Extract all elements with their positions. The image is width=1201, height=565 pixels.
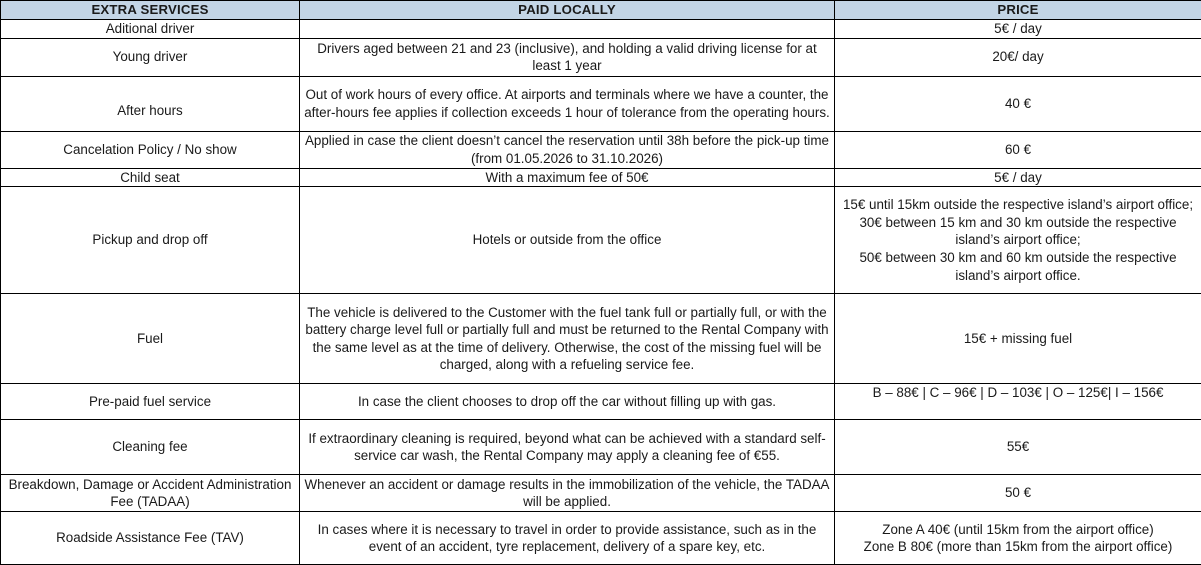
price-cell: 60 €	[835, 131, 1201, 168]
paid-locally-cell: The vehicle is delivered to the Customer with the fuel tank full or partially full, or with the battery charge level full or partially full and must be returned to the Rental Company with the same level as at the time of delivery. Otherwise, the cost of the missing fuel will be charged, along with a refueling service fee.	[300, 294, 835, 384]
price-line: Zone B 80€ (more than 15km from the airport office)	[839, 538, 1197, 556]
price-cell: 15€ + missing fuel	[835, 294, 1201, 384]
paid-locally-cell: In cases where it is necessary to travel in order to provide assistance, such as in the event of an accident, tyre replacement, delivery of a spare key, etc.	[300, 512, 835, 565]
table-row	[1, 420, 1201, 475]
table-row	[1, 187, 1201, 294]
service-cell: Aditional driver	[1, 20, 300, 39]
header-price: PRICE	[835, 1, 1201, 20]
price-cell	[835, 512, 1201, 565]
paid-locally-cell: Hotels or outside from the office	[300, 187, 835, 294]
price-line: 50€ between 30 km and 60 km outside the respective island’s airport office.	[839, 249, 1197, 284]
paid-locally-cell: Applied in case the client doesn’t cancel the reservation until 38h before the pick-up time (from 01.05.2026 to 31.10.2026)	[300, 131, 835, 168]
paid-locally-cell: Out of work hours of every office. At airports and terminals where we have a counter, the after-hours fee applies if collection exceeds 1 hour of tolerance from the operating hours.	[300, 76, 835, 131]
table-row	[1, 20, 1201, 39]
service-cell: Young driver	[1, 38, 300, 76]
price-line: Zone A 40€ (until 15km from the airport office)	[839, 521, 1197, 539]
service-cell: Child seat	[1, 168, 300, 187]
paid-locally-cell: With a maximum fee of 50€	[300, 168, 835, 187]
service-cell: Fuel	[1, 294, 300, 384]
service-cell: Pre-paid fuel service	[1, 384, 300, 420]
price-line: 30€ between 15 km and 30 km outside the respective island’s airport office;	[839, 214, 1197, 249]
table-row	[1, 384, 1201, 420]
price-cell: 40 €	[835, 76, 1201, 131]
header-paid-locally: PAID LOCALLY	[300, 1, 835, 20]
paid-locally-cell: In case the client chooses to drop off the car without filling up with gas.	[300, 384, 835, 420]
service-cell: Breakdown, Damage or Accident Administration Fee (TADAA)	[1, 475, 300, 512]
price-cell: 55€	[835, 420, 1201, 475]
paid-locally-cell: Whenever an accident or damage results in the immobilization of the vehicle, the TADAA will be applied.	[300, 475, 835, 512]
table-row	[1, 512, 1201, 565]
paid-locally-cell: Drivers aged between 21 and 23 (inclusive), and holding a valid driving license for at least 1 year	[300, 38, 835, 76]
table-row	[1, 131, 1201, 168]
table-row	[1, 475, 1201, 512]
price-cell: B – 88€ | C – 96€ | D – 103€ | O – 125€| I – 156€	[835, 384, 1201, 420]
price-cell: 20€/ day	[835, 38, 1201, 76]
price-cell	[835, 187, 1201, 294]
service-cell: Cleaning fee	[1, 420, 300, 475]
paid-locally-cell	[300, 20, 835, 39]
price-cell: 50 €	[835, 475, 1201, 512]
price-line: 15€ until 15km outside the respective island’s airport office;	[839, 196, 1197, 214]
paid-locally-cell: If extraordinary cleaning is required, beyond what can be achieved with a standard self-service car wash, the Rental Company may apply a cleaning fee of €55.	[300, 420, 835, 475]
header-extra-services: EXTRA SERVICES	[1, 1, 300, 20]
header-row	[1, 1, 1201, 20]
table-row	[1, 38, 1201, 76]
table-row	[1, 294, 1201, 384]
service-cell: Cancelation Policy / No show	[1, 131, 300, 168]
price-cell: 5€ / day	[835, 168, 1201, 187]
table-row	[1, 76, 1201, 131]
table-row	[1, 168, 1201, 187]
price-cell: 5€ / day	[835, 20, 1201, 39]
service-cell: Pickup and drop off	[1, 187, 300, 294]
service-cell: Roadside Assistance Fee (TAV)	[1, 512, 300, 565]
service-cell: After hours	[1, 76, 300, 131]
